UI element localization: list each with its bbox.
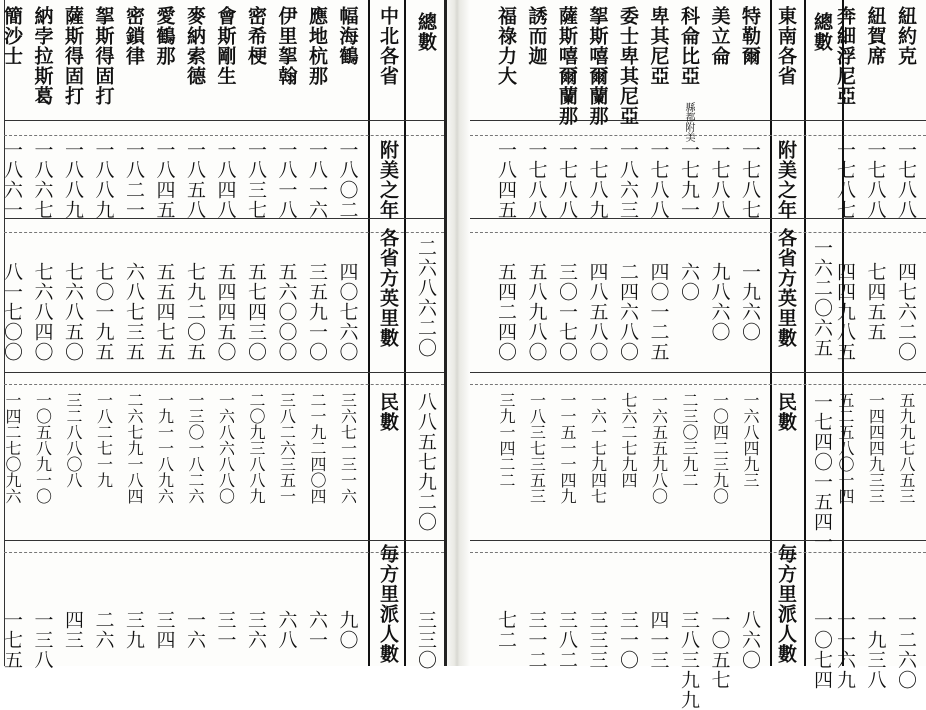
column-rule	[404, 0, 406, 666]
section-header: 各省方英里數	[775, 228, 797, 348]
state-name: 密鎖律	[123, 6, 145, 66]
density: 三三三	[586, 610, 609, 670]
row-rule	[4, 135, 444, 136]
state-name: 特勒爾	[739, 6, 761, 66]
right-page	[470, 0, 926, 710]
area-sq-miles: 五六〇〇〇	[275, 262, 298, 362]
state-name: 密希梗	[245, 6, 267, 66]
population: 一一五一一四九	[558, 392, 577, 504]
year-joined: 一八六七	[31, 140, 54, 220]
total-label: 總數	[415, 12, 437, 52]
section-header: 各省方英里數	[377, 228, 399, 348]
population: 三八二六三五一	[277, 392, 297, 504]
row-rule	[470, 232, 926, 233]
density: 九〇	[336, 610, 359, 650]
row-rule	[470, 384, 926, 385]
left-page	[0, 0, 444, 670]
section-header: 毎方里派人數	[377, 544, 399, 664]
population: 五二五八〇一四	[836, 392, 855, 504]
year-joined: 一七八八	[647, 140, 670, 220]
year-joined: 一八一六	[306, 140, 328, 220]
density: 一六	[184, 610, 206, 650]
state-name-note: 縣都附美	[683, 102, 694, 142]
state-name: 科侖比亞	[678, 6, 700, 86]
density: 八六〇	[739, 610, 761, 670]
state-name: 簡沙士	[1, 6, 23, 66]
state-name: 誘而迦	[525, 6, 548, 66]
density: 三一	[214, 610, 237, 650]
section-header: 民數	[775, 392, 797, 432]
density: 四三	[62, 610, 84, 650]
state-name: 麥納索德	[184, 6, 206, 86]
population: 一八三七三五三	[527, 392, 547, 504]
density: 三一二	[525, 610, 548, 670]
state-name: 薩斯嘻爾蘭那	[556, 6, 578, 126]
year-joined: 一七八八	[864, 140, 887, 220]
state-name: 納孛拉斯葛	[31, 6, 54, 106]
population: 一九一一八九六	[155, 392, 175, 504]
population: 二三〇三九二	[680, 392, 699, 488]
total-value: 八八五七九二〇	[415, 392, 437, 532]
area-sq-miles: 七四五五	[864, 262, 887, 342]
year-joined: 一八二一	[123, 140, 145, 220]
state-name: 薩斯得固打	[62, 6, 84, 106]
year-joined: 一八五八	[184, 140, 206, 220]
area-sq-miles: 六八七三五	[123, 262, 145, 362]
population: 一六八六八八〇	[216, 392, 236, 504]
year-joined: 一八三七	[245, 140, 267, 220]
column-rule	[770, 0, 772, 666]
area-sq-miles: 七〇一九五	[92, 262, 115, 362]
year-joined: 一八〇二	[336, 140, 359, 220]
area-sq-miles: 五七四三〇	[245, 262, 267, 362]
state-name: 挐斯得固打	[92, 6, 115, 106]
population: 二一九二四〇四	[308, 392, 327, 504]
year-joined: 一八八九	[92, 140, 115, 220]
year-joined: 一七八八	[556, 140, 578, 220]
area-sq-miles: 六〇	[678, 262, 700, 302]
area-sq-miles: 三五九一〇	[306, 262, 328, 362]
area-sq-miles: 四八五八〇	[586, 262, 609, 362]
year-joined: 一八一八	[275, 140, 298, 220]
density: 三六	[245, 610, 267, 650]
region-title: 東南各省	[775, 6, 797, 86]
density: 三九	[123, 610, 145, 650]
population: 一六五五九八〇	[649, 392, 669, 504]
total-value: 一六二〇六五	[811, 238, 833, 358]
area-sq-miles: 四七六二〇	[895, 262, 917, 362]
density: 六八	[275, 610, 298, 650]
state-name: 美立侖	[708, 6, 731, 66]
area-sq-miles: 二四六八〇	[617, 262, 639, 362]
left-table	[0, 0, 444, 670]
year-joined: 一七八七	[834, 140, 856, 220]
density: 一九三八	[864, 610, 887, 690]
section-header: 毎方里派人數	[775, 544, 797, 664]
area-sq-miles: 九八六〇	[708, 262, 731, 342]
right-table	[470, 0, 926, 710]
total-value: 一〇七四	[811, 610, 833, 690]
section-header: 附美之年	[377, 140, 399, 220]
population: 三二八八〇八	[64, 392, 83, 488]
density: 三八三九九	[678, 610, 700, 710]
row-rule	[4, 120, 444, 121]
year-joined: 一七八八	[895, 140, 917, 220]
population: 一八二七一九	[94, 392, 114, 488]
year-joined: 一七八八	[708, 140, 731, 220]
area-sq-miles: 五四四五〇	[214, 262, 237, 362]
area-sq-miles: 八一七〇〇	[1, 262, 23, 362]
total-value: 二六八六二〇	[415, 238, 437, 358]
column-rule	[368, 0, 370, 666]
area-sq-miles: 七六八四〇	[31, 262, 54, 362]
population: 七六二七九四	[619, 392, 638, 488]
area-sq-miles: 四〇七六〇	[336, 262, 359, 362]
population: 三六七一三一六	[338, 392, 358, 504]
state-name: 紐賀席	[864, 6, 887, 66]
row-rule	[4, 372, 444, 373]
state-name: 奔細浮尼亞	[834, 6, 856, 106]
population: 一〇四二三九〇	[710, 392, 730, 504]
row-rule	[470, 540, 926, 541]
state-name: 卑其尼亞	[647, 6, 670, 86]
state-name: 愛鶴那	[153, 6, 176, 66]
year-joined: 一七九一	[678, 140, 700, 220]
density: 二六	[92, 610, 115, 650]
year-joined: 一七八九	[586, 140, 609, 220]
state-name: 會斯剛生	[214, 6, 237, 86]
state-name: 挐斯嘻爾蘭那	[586, 6, 609, 126]
population: 一四四四九三三	[866, 392, 886, 504]
total-label: 總數	[811, 12, 833, 52]
total-value: 三三〇	[415, 610, 437, 670]
section-header: 附美之年	[775, 140, 797, 220]
population: 一四二七〇九六	[3, 392, 22, 504]
population: 一三〇一八二六	[186, 392, 205, 504]
section-header: 民數	[377, 392, 399, 432]
year-joined: 一八六三	[617, 140, 639, 220]
area-sq-miles: 五四二四〇	[495, 262, 517, 362]
total-value: 一七四〇一五四一	[811, 392, 833, 552]
density: 三八二	[556, 610, 578, 670]
area-sq-miles: 三〇一七〇	[556, 262, 578, 362]
state-name: 應地杭那	[306, 6, 328, 86]
state-name: 福祿力大	[495, 6, 517, 86]
row-rule	[470, 120, 926, 121]
population: 一〇五八九一〇	[33, 392, 53, 504]
year-joined: 一八六一	[1, 140, 23, 220]
density: 一七五	[1, 610, 23, 670]
state-name: 紐約克	[895, 6, 917, 66]
area-sq-miles: 五五四七五	[153, 262, 176, 362]
row-rule	[470, 135, 926, 136]
year-joined: 一八四五	[495, 140, 517, 220]
density: 七二	[495, 610, 517, 650]
population: 五九九七八五三	[897, 392, 916, 504]
row-rule	[4, 540, 444, 541]
density: 六一	[306, 610, 328, 650]
population: 一六八四九三	[741, 392, 760, 488]
density: 一三八	[31, 610, 54, 670]
density: 四一三	[647, 610, 670, 670]
year-joined: 一七八八	[525, 140, 548, 220]
state-name: 伊里挐翰	[275, 6, 298, 86]
column-rule	[804, 0, 806, 666]
state-name: 委士卑其尼亞	[617, 6, 639, 126]
area-sq-miles: 四〇一二五	[647, 262, 670, 362]
row-rule	[4, 384, 444, 385]
row-rule	[470, 552, 926, 553]
year-joined: 一八八九	[62, 140, 84, 220]
year-joined: 一八四八	[214, 140, 237, 220]
density: 一一六九	[834, 610, 856, 690]
area-sq-miles: 七九二〇五	[184, 262, 206, 362]
row-rule	[470, 372, 926, 373]
population: 三九一四二二	[497, 392, 516, 488]
population: 一六一七九四七	[588, 392, 608, 504]
area-sq-miles: 一九六〇	[739, 262, 761, 342]
density: 一二六〇	[895, 610, 917, 690]
population: 二〇九三八八九	[247, 392, 266, 504]
area-sq-miles: 四四九八五	[834, 262, 856, 362]
book-gutter	[444, 0, 470, 666]
area-sq-miles: 五八九八〇	[525, 262, 548, 362]
density: 三四	[153, 610, 176, 650]
state-name: 幅海鶴	[336, 6, 359, 66]
area-sq-miles: 七六八五〇	[62, 262, 84, 362]
left-page-edge	[444, 0, 447, 666]
density: 一〇五七	[708, 610, 731, 690]
year-joined: 一七八七	[739, 140, 761, 220]
year-joined: 一八四五	[153, 140, 176, 220]
population: 二六七九一八四	[125, 392, 144, 504]
density: 三一〇	[617, 610, 639, 670]
region-title: 中北各省	[377, 6, 399, 86]
